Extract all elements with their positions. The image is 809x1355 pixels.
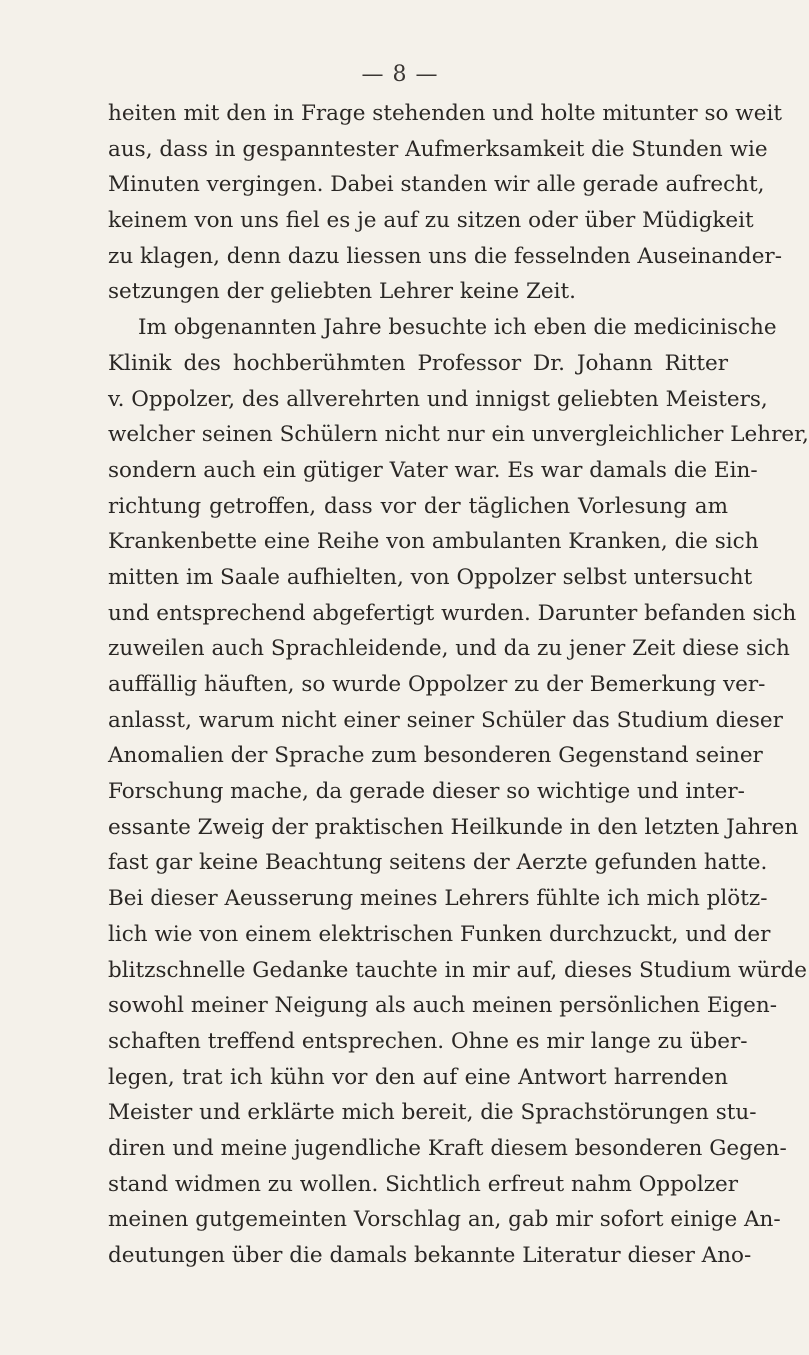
text-line: sondern auch ein gütiger Vater war. Es war damals die Ein-: [108, 457, 758, 483]
text-line: Krankenbette eine Reihe von ambulanten Kranken, die sich: [108, 529, 759, 555]
text-line: meinen gutgemeinten Vorschlag an, gab mir sofort einige An-: [108, 1207, 781, 1233]
text-line: anlasst, warum nicht einer seiner Schüler das Studium dieser: [108, 707, 783, 733]
text-line-paragraph-start: Im obgenannten Jahre besuchte ich eben die medicinische: [138, 315, 777, 341]
text-line: v. Oppolzer, des allverehrten und innigst geliebten Meisters,: [108, 386, 768, 412]
text-line: schaften treffend entsprechen. Ohne es mir lange zu über-: [108, 1028, 748, 1054]
text-line: diren und meine jugendliche Kraft diesem besonderen Gegen-: [108, 1135, 787, 1161]
text-line: legen, trat ich kühn vor den auf eine Antwort harrenden: [108, 1064, 728, 1090]
text-line: deutungen über die damals bekannte Literatur dieser Ano-: [108, 1243, 752, 1268]
text-line: mitten im Saale aufhielten, von Oppolzer selbst untersucht: [108, 564, 753, 590]
text-line: zuweilen auch Sprachleidende, und da zu jener Zeit diese sich: [108, 636, 790, 662]
text-line: auffällig häuften, so wurde Oppolzer zu der Bemerkung ver-: [108, 672, 766, 697]
text-line: zu klagen, denn dazu liessen uns die fesselnden Auseinander-: [108, 243, 782, 269]
text-line: sowohl meiner Neigung als auch meinen persönlichen Eigen-: [108, 993, 778, 1019]
text-line: Meister und erklärte mich bereit, die Sprachstörungen stu-: [108, 1100, 757, 1126]
text-line: aus, dass in gespanntester Aufmerksamkeit die Stunden wie: [108, 136, 768, 162]
text-line: essante Zweig der praktischen Heilkunde in den letzten Jahren: [108, 814, 799, 840]
text-line: fast gar keine Beachtung seitens der Aerzte gefunden hatte.: [108, 850, 768, 876]
page-number: — 8 —: [361, 62, 439, 87]
text-line: richtung getroffen, dass vor der täglichen Vorlesung am: [108, 493, 728, 519]
text-line: Klinik des hochberühmten Professor Dr. Johann Ritter: [108, 350, 728, 376]
text-line: Minuten vergingen. Dabei standen wir alle gerade aufrecht,: [108, 172, 765, 198]
text-line: heiten mit den in Frage stehenden und holte mitunter so weit: [108, 101, 782, 126]
text-line: Anomalien der Sprache zum besonderen Gegenstand seiner: [108, 743, 763, 769]
text-line: und entsprechend abgefertigt wurden. Darunter befanden sich: [108, 600, 797, 626]
text-line: blitzschnelle Gedanke tauchte in mir auf, dieses Studium würde: [108, 957, 807, 983]
text-line: Bei dieser Aeusserung meines Lehrers fühlte ich mich plötz-: [108, 886, 768, 912]
text-line: keinem von uns fiel es je auf zu sitzen oder über Müdigkeit: [108, 208, 754, 234]
text-line: stand widmen zu wollen. Sichtlich erfreut nahm Oppolzer: [108, 1171, 739, 1197]
text-line: Forschung mache, da gerade dieser so wichtige und inter-: [108, 779, 745, 805]
body-text: [108, 96, 809, 1274]
text-line: welcher seinen Schülern nicht nur ein unvergleichlicher Lehrer,: [108, 422, 809, 448]
text-line-paragraph-end: setzungen der geliebten Lehrer keine Zeit.: [108, 279, 576, 305]
text-line: lich wie von einem elektrischen Funken durchzuckt, und der: [108, 921, 771, 947]
